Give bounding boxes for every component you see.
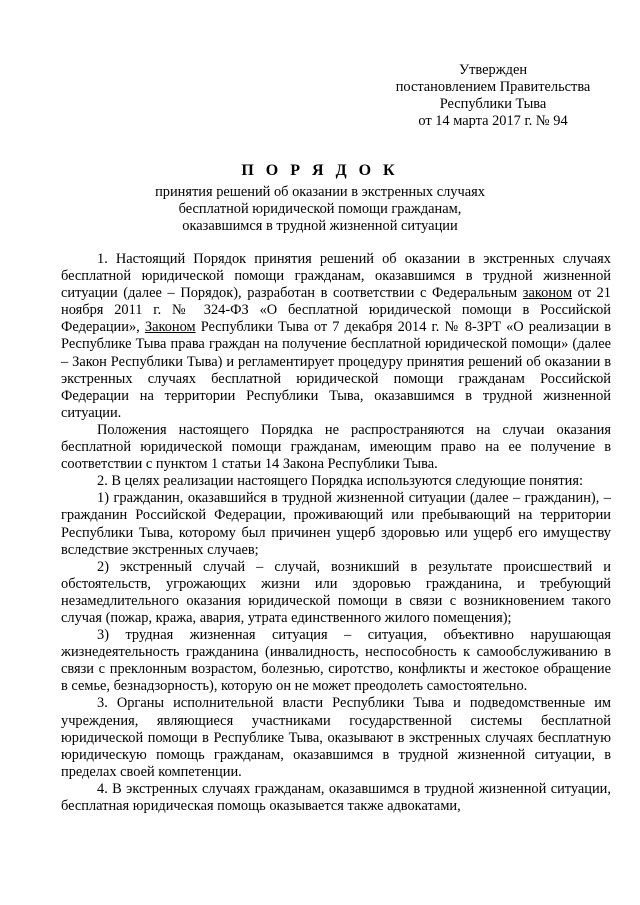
subtitle-line: оказавшимся в трудной жизненной ситуации (182, 218, 458, 234)
document-subtitle (0, 184, 640, 235)
paragraph-text: Республики Тыва от 7 декабря 2014 г. № 8-ЗРТ «О реализации в Республике Тыва права граждан на получение бесплатной юридической помощи» (далее – Закон Республики Тыва) и регламентирует процедуру принятия решений об оказании в экстренных случаях бесплатной юридической помощи гражданам Российской Федерации на территории Республики Тыва, оказавшимся в трудной жизненной ситуации. (61, 319, 611, 421)
document-title: П О Р Я Д О К (241, 162, 399, 179)
federal-law-link[interactable]: законом (522, 285, 573, 302)
document-body (61, 251, 611, 815)
approval-stamp (388, 62, 598, 130)
paragraph-3: 3. Органы исполнительной власти Республики Тыва и подведомственные им учреждения, являющиеся участниками государственной системы бесплатной юридической помощи в Республике Тыва, оказывают в экстренных случаях бесплатную юридическую помощь гражданам, оказавшимся в трудной жизненной ситуации, в пределах своей компетенции. (61, 695, 611, 780)
approval-line: постановлением Правительства (395, 79, 591, 95)
paragraph-text: от 21 ноября 2011 г. № 324-ФЗ «О бесплатной юридической помощи в Российской Федерации», (61, 285, 611, 336)
paragraph-1 (61, 251, 611, 422)
paragraph-2: 2. В целях реализации настоящего Порядка используются следующие понятия: (97, 473, 583, 490)
approval-line: Республики Тыва (439, 96, 547, 112)
approval-line: Утвержден (458, 62, 528, 78)
subtitle-line: бесплатной юридической помощи гражданам, (178, 201, 462, 217)
paragraph-1-note: Положения настоящего Порядка не распространяются на случаи оказания бесплатной юридической помощи гражданам, имеющим право на ее получение в соответствии с пунктом 1 статьи 14 Закона Республики Тыва. (61, 421, 611, 473)
subtitle-line: принятия решений об оказании в экстренных случаях (155, 184, 485, 200)
paragraph-4: 4. В экстренных случаях гражданам, оказавшимся в трудной жизненной ситуации, бесплатная юридическая помощь оказывается также адвокатами, (61, 780, 611, 814)
definition-2: 2) экстренный случай – случай, возникший в результате происшествий и обстоятельств, угрожающих жизни или здоровью гражданина, и требующий незамедлительного оказания юридической помощи в связи с возникновением такого случая (пожар, кража, авария, утрата единственного жилого помещения); (61, 558, 611, 626)
definition-1: 1) гражданин, оказавшийся в трудной жизненной ситуации (далее – гражданин), – гражданин Российской Федерации, проживающий или пребывающий на территории Республики Тыва, которому был причинен ущерб здоровью или ущерб его имуществу вследствие экстренных случаев; (61, 490, 611, 558)
republic-law-link[interactable]: Законом (144, 319, 196, 336)
approval-date: от 14 марта 2017 г. № 94 (418, 113, 568, 129)
definition-3: 3) трудная жизненная ситуация – ситуация, объективно нарушающая жизнедеятельность гражданина (инвалидность, неспособность к самообслуживанию в связи с преклонным возрастом, болезнью, сиротство, конфликты и жестокое обращение в семье, безнадзорность), которую он не может преодолеть самостоятельно. (61, 627, 611, 695)
paragraph-text: 1. Настоящий Порядок принятия решений об оказании в экстренных случаях бесплатной юридической помощи гражданам, оказавшимся в трудной жизненной ситуации (далее – Порядок), разработан в соответствии с Федеральным (61, 251, 611, 302)
